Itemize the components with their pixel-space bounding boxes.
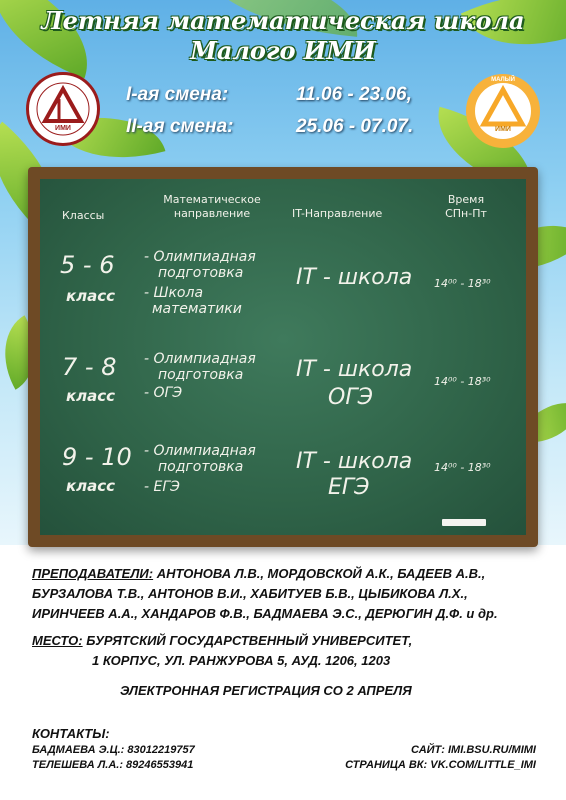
teachers-line-2: БУРЗАЛОВА Т.В., АНТОНОВ В.И., ХАБИТУЕВ Б.В., ЦЫБИКОВА Л.Х., [32, 586, 468, 601]
row3-math-1: - Олимпиадная [144, 443, 256, 459]
row1-grade-word: класс [66, 287, 116, 305]
teachers-names-1: АНТОНОВА Л.В., МОРДОВСКОЙ А.К., БАДЕЕВ А.В., [156, 566, 486, 581]
row1-grade: 5 - 6 [60, 251, 115, 279]
row2-math-2: подготовка [158, 367, 244, 383]
teachers-label: ПРЕПОДАВАТЕЛИ: [32, 566, 154, 581]
row2-grade-word: класс [66, 387, 116, 405]
row3-grade: 9 - 10 [62, 443, 132, 471]
header-time: Время СПн-Пт [445, 193, 487, 220]
row1-math-3: - Школа [144, 285, 204, 301]
row3-grade-word: класс [66, 477, 116, 495]
row2-math-1: - Олимпиадная [144, 351, 256, 367]
little-imi-abbr: ИМИ [495, 126, 511, 133]
row2-it: IT - школа [296, 357, 413, 382]
row2-time: 14⁰⁰ - 18³⁰ [434, 375, 491, 388]
imi-institute-logo [26, 72, 100, 146]
shift1-dates: 11.06 - 23.06, [296, 84, 412, 105]
little-imi-logo [466, 74, 540, 148]
title-line-1: Летняя математическая школа [41, 6, 525, 35]
chalkboard-surface [40, 179, 526, 535]
row1-math-2: подготовка [158, 265, 244, 281]
row2-grade: 7 - 8 [62, 353, 117, 381]
chalkboard [28, 167, 538, 547]
row1-math-4: математики [152, 301, 242, 317]
place-text-1: БУРЯТСКИЙ ГОСУДАРСТВЕННЫЙ УНИВЕРСИТЕТ, [86, 633, 413, 648]
contact-person-1: БАДМАЕВА Э.Ц.: 83012219757 [32, 744, 195, 756]
place-line-2: 1 КОРПУС, УЛ. РАНЖУРОВА 5, АУД. 1206, 1203 [92, 653, 391, 668]
row1-time: 14⁰⁰ - 18³⁰ [434, 277, 491, 290]
chalk-piece [442, 519, 486, 526]
teachers-line-1 [32, 566, 485, 581]
row3-math-3: - ЕГЭ [144, 479, 180, 495]
row2-math-3: - ОГЭ [144, 385, 183, 401]
little-imi-top-text: МАЛЫЙ [491, 77, 515, 83]
contact-person-2: ТЕЛЕШЕВА Л.А.: 89246553941 [32, 759, 194, 771]
header-math: Математическое направление [163, 193, 261, 220]
row1-it: IT - школа [296, 265, 413, 290]
header-it: IT-Направление [292, 207, 383, 220]
row3-math-2: подготовка [158, 459, 244, 475]
row3-time: 14⁰⁰ - 18³⁰ [434, 461, 491, 474]
contact-vk: СТРАНИЦА ВК: VK.COM/LITTLE_IMI [345, 759, 536, 771]
registration-note: ЭЛЕКТРОННАЯ РЕГИСТРАЦИЯ СО 2 АПРЕЛЯ [120, 683, 412, 698]
contacts-label: КОНТАКТЫ: [32, 726, 110, 741]
shift2-label: II-ая смена: [126, 116, 234, 137]
row1-math-1: - Олимпиадная [144, 249, 256, 265]
title-line-2: Малого ИМИ [190, 36, 376, 65]
place-line-1 [32, 633, 412, 648]
imi-logo-abbr: ИМИ [55, 125, 71, 132]
shift1-label: I-ая смена: [126, 84, 229, 105]
place-label: МЕСТО: [32, 633, 83, 648]
row2-it-sub: ОГЭ [328, 385, 373, 410]
teachers-line-3: ИРИНЧЕЕВ А.А., ХАНДАРОВ Ф.В., БАДМАЕВА Э.С., ДЕРЮГИН Д.Ф. и др. [32, 606, 498, 621]
header-classes: Классы [62, 209, 105, 222]
row3-it: IT - школа [296, 449, 413, 474]
row3-it-sub: ЕГЭ [328, 475, 370, 500]
contact-site: САЙТ: IMI.BSU.RU/MIMI [411, 744, 536, 756]
shift2-dates: 25.06 - 07.07. [296, 116, 414, 137]
